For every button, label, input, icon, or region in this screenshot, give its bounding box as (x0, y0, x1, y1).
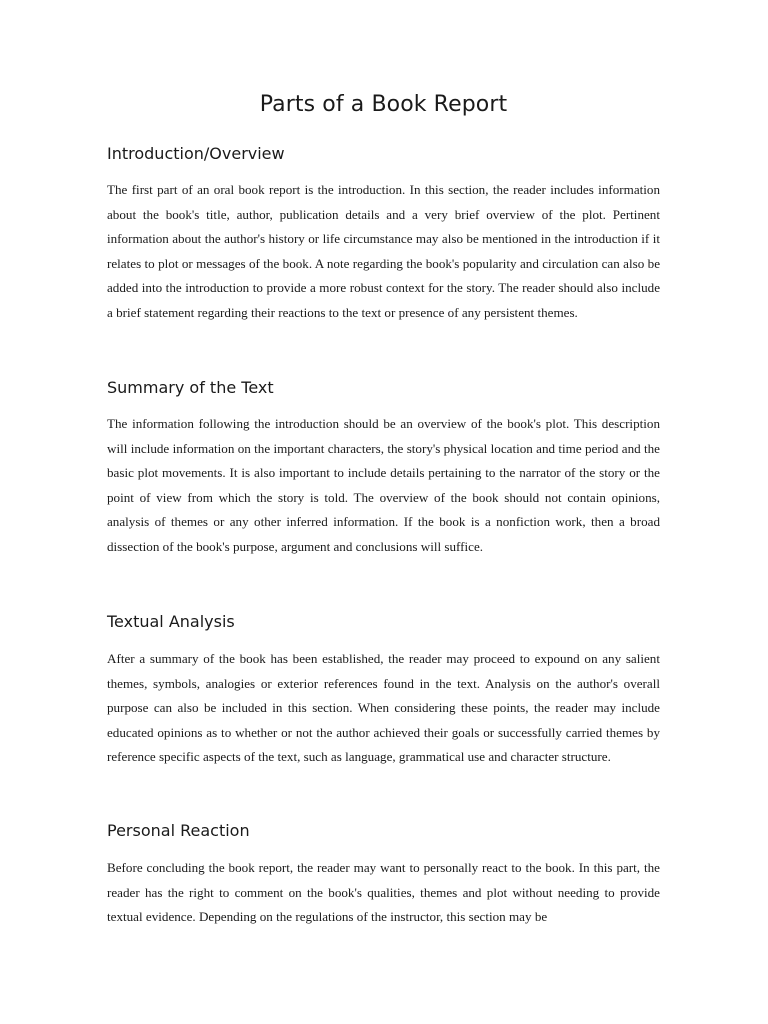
section-body-summary: The information following the introduction should be an overview of the book's plot. This description will include information on the important characters, the story's physical location and time period and the basic plot movements. It is also important to include details pertaining to the narrator of the story or the point of view from which the story is told. The overview of the book should not contain opinions, analysis of themes or any other inferred information. If the book is a nonfiction work, then a broad dissection of the book's purpose, argument and conclusions will suffice. (107, 416, 660, 554)
section-heading-textual-analysis: Textual Analysis (107, 612, 235, 631)
section-heading-personal-reaction: Personal Reaction (107, 821, 250, 840)
section-body-introduction: The first part of an oral book report is the introduction. In this section, the reader includes information about the book's title, author, publication details and a very brief overview of the plot. Pertinent information about the author's history or life circumstance may also be mentioned in the introduction if it relates to plot or messages of the book. A note regarding the book's popularity and circulation can also be added into the introduction to provide a more robust context for the story. The reader should also include a brief statement regarding their reactions to the text or presence of any persistent themes. (107, 182, 660, 320)
section-heading-introduction: Introduction/Overview (107, 144, 285, 163)
section-heading-summary: Summary of the Text (107, 378, 274, 397)
document-title: Parts of a Book Report (259, 92, 508, 117)
section-body-textual-analysis: After a summary of the book has been established, the reader may proceed to expound on any salient themes, symbols, analogies or exterior references found in the text. Analysis on the author's overall purpose can also be included in this section. When considering these points, the reader may include educated opinions as to whether or not the author achieved their goals or successfully carried themes by reference specific aspects of the text, such as language, grammatical use and character structure. (107, 651, 660, 765)
section-body-personal-reaction: Before concluding the book report, the reader may want to personally react to the book. In this part, the reader has the right to comment on the book's qualities, themes and plot without needing to provide textual evidence. Depending on the regulations of the instructor, this section may be (107, 860, 660, 925)
